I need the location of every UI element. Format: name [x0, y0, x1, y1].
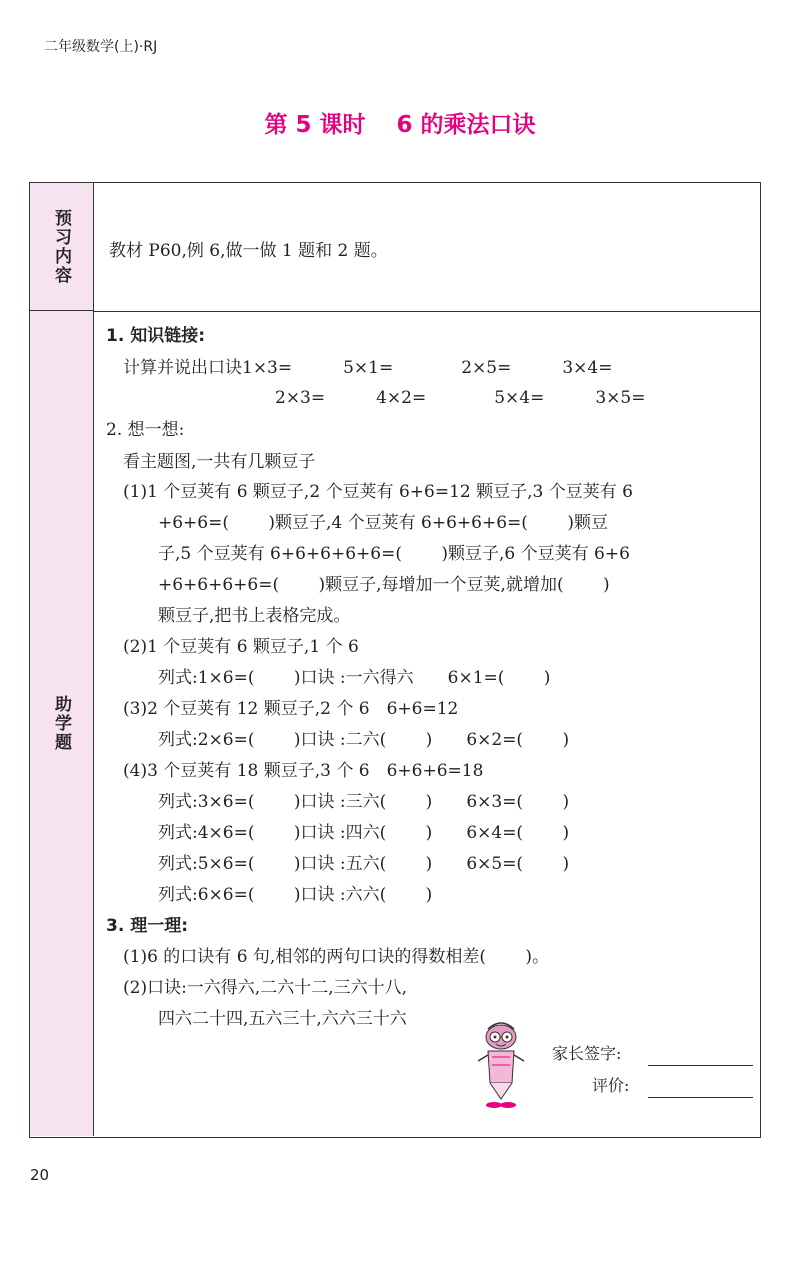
- list-item: (1)6 的口诀有 6 句,相邻的两句口诀的得数相差( )。: [123, 947, 549, 967]
- list-item: 颗豆子,把书上表格完成。: [158, 606, 351, 626]
- preview-label: 预习内容: [51, 208, 71, 285]
- study-label: 助学题: [51, 695, 71, 752]
- list-item: (1)1 个豆荚有 6 颗豆子,2 个豆荚有 6+6=12 颗豆子,3 个豆荚有 6: [123, 482, 633, 502]
- page-number: 20: [30, 1166, 50, 1184]
- parent-signature-label: 家长签字:: [552, 1044, 622, 1063]
- evaluation-label: 评价:: [592, 1076, 630, 1095]
- list-item: 列式:5×6=( )口诀 :五六( ) 6×5=( ): [158, 854, 570, 874]
- section-heading: 2. 想一想:: [106, 420, 185, 440]
- running-header: 二年级数学(上)·RJ: [44, 39, 158, 55]
- list-item: 列式:6×6=( )口诀 :六六( ): [158, 885, 433, 905]
- study-side-cell: [30, 311, 94, 1136]
- row-divider: [94, 311, 760, 312]
- list-item: 列式:1×6=( )口诀 :一六得六 6×1=( ): [158, 668, 551, 688]
- list-item: 列式:2×6=( )口诀 :二六( ) 6×2=( ): [158, 730, 570, 750]
- list-item: 列式:3×6=( )口诀 :三六( ) 6×3=( ): [158, 792, 570, 812]
- list-item: 子,5 个豆荚有 6+6+6+6+6=( )颗豆子,6 个豆荚有 6+6: [158, 544, 630, 564]
- evaluation-field[interactable]: [648, 1097, 753, 1098]
- list-item: 看主题图,一共有几颗豆子: [123, 452, 316, 472]
- section-heading: 3. 理一理:: [106, 916, 189, 936]
- list-item: (2)1 个豆荚有 6 颗豆子,1 个 6: [123, 637, 359, 657]
- list-item: (3)2 个豆荚有 12 颗豆子,2 个 6 6+6=12: [123, 699, 459, 719]
- lesson-title: 第 5 课时 6 的乘法口诀: [264, 112, 536, 138]
- worksheet-table: [29, 182, 761, 1138]
- section-heading: 1. 知识链接:: [106, 326, 206, 346]
- list-item: (4)3 个豆荚有 18 颗豆子,3 个 6 6+6+6=18: [123, 761, 484, 781]
- parent-signature-field[interactable]: [648, 1065, 753, 1066]
- list-item: 2×3= 4×2= 5×4= 3×5=: [275, 388, 646, 408]
- list-item: +6+6=( )颗豆子,4 个豆荚有 6+6+6+6=( )颗豆: [158, 513, 608, 533]
- preview-text: 教材 P60,例 6,做一做 1 题和 2 题。: [109, 241, 388, 261]
- list-item: 计算并说出口诀1×3= 5×1= 2×5= 3×4=: [123, 358, 613, 378]
- pencil-kid-icon: [468, 1021, 534, 1109]
- list-item: 四六二十四,五六三十,六六三十六: [158, 1009, 407, 1029]
- list-item: (2)口诀:一六得六,二六十二,三六十八,: [123, 978, 408, 998]
- list-item: 列式:4×6=( )口诀 :四六( ) 6×4=( ): [158, 823, 570, 843]
- preview-side-cell: [30, 183, 94, 311]
- list-item: +6+6+6+6=( )颗豆子,每增加一个豆荚,就增加( ): [158, 575, 610, 595]
